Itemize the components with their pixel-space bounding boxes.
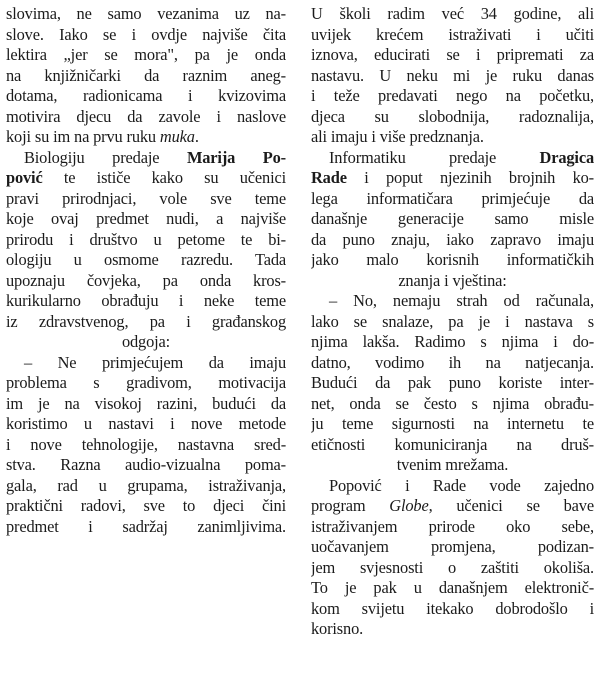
- paragraph-start-line: [311, 148, 594, 169]
- text-line: predmet i sadržaj zanimljivima.: [6, 516, 286, 536]
- text-line: današnje generacije samo misle: [311, 209, 594, 228]
- text-line: i nove tehnologije, nastavna sred-: [6, 434, 286, 454]
- person-name: Rade: [311, 168, 347, 187]
- text-line: U školi radim već 34 godine, ali: [311, 4, 594, 23]
- text-line: upoznaju čovjeka, pa onda kros-: [6, 270, 286, 290]
- text-line: problema s gradivom, motivacija: [6, 373, 286, 392]
- text-line: praktični radovi, sve to djeci čini: [6, 496, 286, 515]
- text-line: ologiju u osmome razredu. Tada: [6, 250, 286, 269]
- text-line: motivira djecu da zavole i naslove: [6, 106, 286, 126]
- text-line: slovima, ne samo vezanima uz na-: [6, 4, 286, 23]
- text-line: na knjižničarki da raznim aneg-: [6, 65, 286, 85]
- text-run: i poput njezinih brojnih ko-: [346, 168, 594, 187]
- text-line: znanja i vještina:: [398, 270, 507, 290]
- paragraph-start-line: – Ne primjećujem da imaju: [24, 352, 286, 372]
- text-line: etičnosti komuniciranja na druš-: [311, 434, 594, 454]
- person-name: pović: [6, 168, 43, 187]
- text-line: gala, rad u grupama, istraživanja,: [6, 475, 286, 495]
- text-line: [311, 496, 594, 517]
- text-line: [311, 168, 594, 189]
- text-line: kom svijetu itekako dobrodošlo i: [311, 598, 594, 618]
- text-line: tvenim mrežama.: [396, 455, 509, 474]
- text-line: net, onda se često s njima obrađu-: [311, 393, 594, 413]
- right-column: [311, 4, 594, 640]
- text-line: ju teme sigurnosti na internetu te: [311, 414, 594, 433]
- text-run: te ističe kako su učenici: [42, 168, 286, 187]
- text-run: , učenici se bave: [428, 496, 594, 515]
- text-line: lako se snalaze, pa je i nastava s: [311, 311, 594, 331]
- paragraph-start-line: – No, nemaju strah od računala,: [329, 291, 594, 310]
- text-line: kurikularno obrađuju i neke teme: [6, 291, 286, 310]
- text-line: pravi prirodnjaci, vole sve teme: [6, 188, 286, 208]
- text-line: djeca su slobodnija, radoznalija,: [311, 106, 594, 126]
- text-line: iznova, educirati se i pripremati za: [311, 45, 594, 64]
- paragraph-start-line: [6, 148, 286, 169]
- text-line: im je na visokoj razini, budući da: [6, 393, 286, 413]
- text-line: [6, 127, 286, 148]
- person-name: Dragica: [539, 147, 594, 167]
- text-line: iz zdravstvenog, pa i građanskog: [6, 311, 286, 331]
- emphasis-text: Globe: [389, 496, 429, 515]
- text-line: slove. Iako se i ovdje najviše čita: [6, 24, 286, 44]
- text-line: datno, vodimo ih na natjecanja.: [311, 352, 594, 372]
- text-line: i teže predavati nego na početku,: [311, 86, 594, 105]
- text-line: uvijek krećem istraživati i učiti: [311, 24, 594, 44]
- text-line: istraživanjem prirode oko sebe,: [311, 516, 594, 536]
- text-line: njima lakša. Radimo s njima i do-: [311, 332, 594, 351]
- text-line: odgoja:: [121, 332, 171, 351]
- text-line: [6, 168, 286, 189]
- text-line: lega informatičara primjećuje da: [311, 188, 594, 208]
- text-line: koje ovaj predmet nudi, a najviše: [6, 209, 286, 228]
- text-line: stva. Razna audio-vizualna poma-: [6, 455, 286, 474]
- text-run: koji su im na prvu ruku: [6, 127, 160, 146]
- text-line: jako malo korisnih informatičkih: [311, 250, 594, 269]
- text-line: lektira „jer se mora", pa je onda: [6, 45, 286, 64]
- text-line: da puno znaju, iako zapravo imaju: [311, 229, 594, 249]
- paragraph-start-line: Popović i Rade vode zajedno: [329, 475, 594, 495]
- text-run: program: [311, 496, 390, 515]
- text-run: Informatiku predaje: [329, 147, 540, 167]
- left-column: [6, 4, 286, 537]
- text-run: Biologiju predaje: [24, 147, 187, 167]
- text-line: ali imaju i više predznanja.: [311, 127, 484, 146]
- text-run: .: [194, 127, 199, 146]
- emphasis-text: muka: [159, 127, 195, 146]
- text-line: nastavu. U neku mi je ruku danas: [311, 65, 594, 85]
- text-line: To je pak u današnjem elektronič-: [311, 578, 594, 597]
- text-line: korisno.: [311, 619, 364, 638]
- text-line: jem svjesnosti o zaštiti okoliša.: [311, 557, 594, 577]
- person-name: Marija Po-: [186, 147, 286, 167]
- text-line: Budući da pak puno koriste inter-: [311, 373, 594, 392]
- text-line: koristimo u nastavi i nove metode: [6, 414, 286, 433]
- text-line: dotama, radionicama i kvizovima: [6, 86, 286, 105]
- text-line: uočavanjem promjena, podizan-: [311, 537, 594, 556]
- text-line: prirodu i društvo u petome te bi-: [6, 229, 286, 249]
